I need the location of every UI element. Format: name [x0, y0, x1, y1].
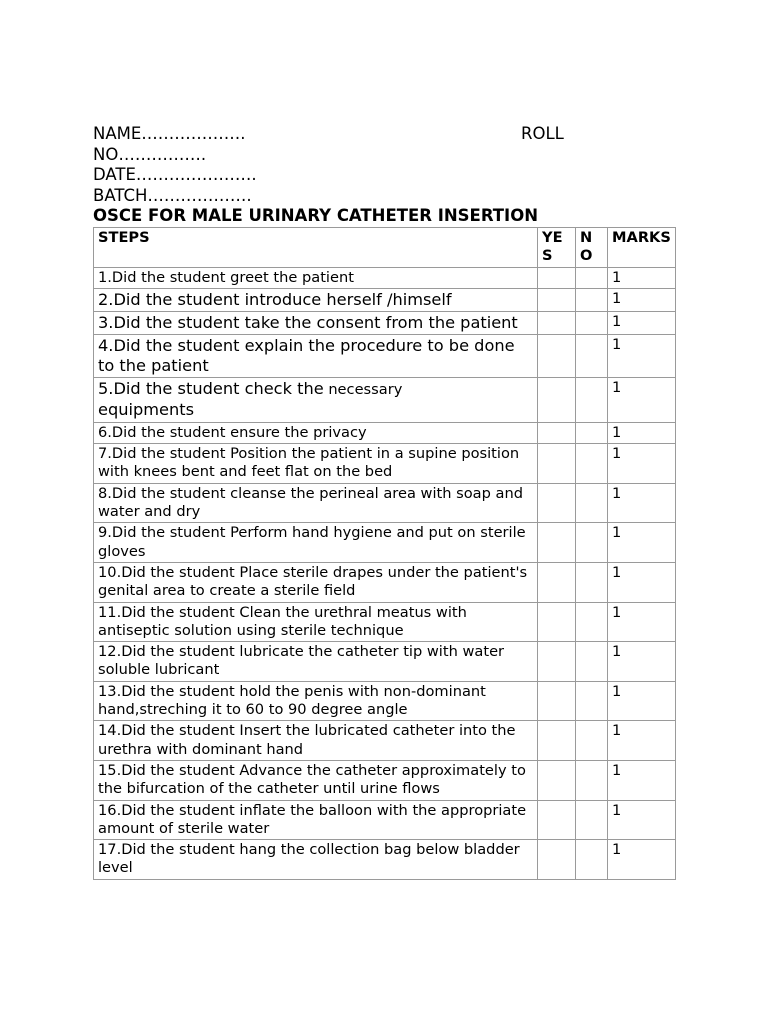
step-text: 15.Did the student Advance the catheter approximately to the bifurcation of the catheter until urine flows	[94, 760, 538, 800]
step-text: 3.Did the student take the consent from the patient	[94, 311, 538, 334]
marks-cell: 1	[608, 840, 676, 880]
marks-cell: 1	[608, 800, 676, 840]
yes-cell[interactable]	[538, 288, 576, 311]
no-cell[interactable]	[576, 483, 608, 523]
marks-cell: 1	[608, 483, 676, 523]
yes-cell[interactable]	[538, 523, 576, 563]
step-text: 17.Did the student hang the collection bag below bladder level	[94, 840, 538, 880]
table-row	[94, 444, 676, 484]
no-cell[interactable]	[576, 267, 608, 288]
yes-cell[interactable]	[538, 422, 576, 443]
yes-cell[interactable]	[538, 840, 576, 880]
step-text-part: equipments	[98, 399, 195, 419]
marks-cell: 1	[608, 642, 676, 682]
table-header-row	[94, 228, 676, 268]
marks-cell: 1	[608, 721, 676, 761]
yes-column-header: YES	[538, 228, 576, 268]
no-cell[interactable]	[576, 311, 608, 334]
yes-cell[interactable]	[538, 602, 576, 642]
step-text: 11.Did the student Clean the urethral meatus with antiseptic solution using sterile technique	[94, 602, 538, 642]
no-column-header: NO	[576, 228, 608, 268]
marks-cell: 1	[608, 377, 676, 422]
marks-cell: 1	[608, 444, 676, 484]
yes-cell[interactable]	[538, 721, 576, 761]
batch-line	[93, 186, 675, 207]
roll-field-label: ROLL	[521, 124, 564, 143]
step-text: 13.Did the student hold the penis with non-dominant hand,streching it to 60 to 90 degree angle	[94, 681, 538, 721]
step-text: 4.Did the student explain the procedure to be done to the patient	[94, 334, 538, 377]
yes-cell[interactable]	[538, 642, 576, 682]
step-text: 14.Did the student Insert the lubricated catheter into the urethra with dominant hand	[94, 721, 538, 761]
no-field-label: NO…………….	[93, 144, 207, 164]
no-cell[interactable]	[576, 642, 608, 682]
table-row	[94, 267, 676, 288]
step-text: 12.Did the student lubricate the catheter tip with water soluble lubricant	[94, 642, 538, 682]
table-row	[94, 840, 676, 880]
no-cell[interactable]	[576, 422, 608, 443]
no-cell[interactable]	[576, 523, 608, 563]
marks-cell: 1	[608, 267, 676, 288]
yes-cell[interactable]	[538, 562, 576, 602]
marks-cell: 1	[608, 288, 676, 311]
table-row	[94, 334, 676, 377]
step-text: 2.Did the student introduce herself /himself	[94, 288, 538, 311]
no-cell[interactable]	[576, 444, 608, 484]
yes-cell[interactable]	[538, 681, 576, 721]
no-cell[interactable]	[576, 800, 608, 840]
table-row	[94, 800, 676, 840]
marks-cell: 1	[608, 602, 676, 642]
marks-cell: 1	[608, 681, 676, 721]
name-line	[93, 124, 675, 145]
no-cell[interactable]	[576, 602, 608, 642]
table-row	[94, 288, 676, 311]
step-text-part: necessary	[328, 380, 403, 398]
marks-cell: 1	[608, 760, 676, 800]
yes-cell[interactable]	[538, 444, 576, 484]
marks-cell: 1	[608, 311, 676, 334]
table-row	[94, 483, 676, 523]
table-row	[94, 562, 676, 602]
no-cell[interactable]	[576, 721, 608, 761]
table-row	[94, 377, 676, 422]
yes-cell[interactable]	[538, 311, 576, 334]
step-text	[94, 377, 538, 422]
yes-cell[interactable]	[538, 800, 576, 840]
yes-cell[interactable]	[538, 377, 576, 422]
no-cell[interactable]	[576, 562, 608, 602]
no-cell[interactable]	[576, 840, 608, 880]
no-cell[interactable]	[576, 681, 608, 721]
table-row	[94, 721, 676, 761]
marks-cell: 1	[608, 334, 676, 377]
steps-column-header: STEPS	[94, 228, 538, 268]
step-text: 16.Did the student inflate the balloon with the appropriate amount of sterile water	[94, 800, 538, 840]
no-cell[interactable]	[576, 334, 608, 377]
yes-cell[interactable]	[538, 760, 576, 800]
osce-checklist-page	[93, 124, 675, 880]
yes-cell[interactable]	[538, 483, 576, 523]
step-text: 9.Did the student Perform hand hygiene and put on sterile gloves	[94, 523, 538, 563]
no-cell[interactable]	[576, 760, 608, 800]
no-cell[interactable]	[576, 377, 608, 422]
step-text: 7.Did the student Position the patient in a supine position with knees bent and feet flat on the bed	[94, 444, 538, 484]
table-row	[94, 681, 676, 721]
step-text: 1.Did the student greet the patient	[94, 267, 538, 288]
table-row	[94, 523, 676, 563]
date-field-label: DATE………………….	[93, 165, 257, 184]
batch-field-label: BATCH……………….	[93, 185, 252, 205]
marks-column-header: MARKS	[608, 228, 676, 268]
no-line	[93, 145, 675, 166]
no-cell[interactable]	[576, 288, 608, 311]
table-row	[94, 311, 676, 334]
table-row	[94, 760, 676, 800]
yes-cell[interactable]	[538, 267, 576, 288]
marks-cell: 1	[608, 523, 676, 563]
step-text: 6.Did the student ensure the privacy	[94, 422, 538, 443]
table-row	[94, 642, 676, 682]
table-row	[94, 602, 676, 642]
name-field-label: NAME……………….	[93, 124, 246, 143]
step-text: 10.Did the student Place sterile drapes under the patient's genital area to create a sterile field	[94, 562, 538, 602]
document-title: OSCE FOR MALE URINARY CATHETER INSERTION	[93, 206, 539, 225]
date-line	[93, 165, 675, 186]
table-row	[94, 422, 676, 443]
step-text: 8.Did the student cleanse the perineal area with soap and water and dry	[94, 483, 538, 523]
step-text-part: 5.Did the student check the	[98, 378, 324, 398]
marks-cell: 1	[608, 562, 676, 602]
checklist-table	[93, 227, 676, 880]
marks-cell: 1	[608, 422, 676, 443]
yes-cell[interactable]	[538, 334, 576, 377]
